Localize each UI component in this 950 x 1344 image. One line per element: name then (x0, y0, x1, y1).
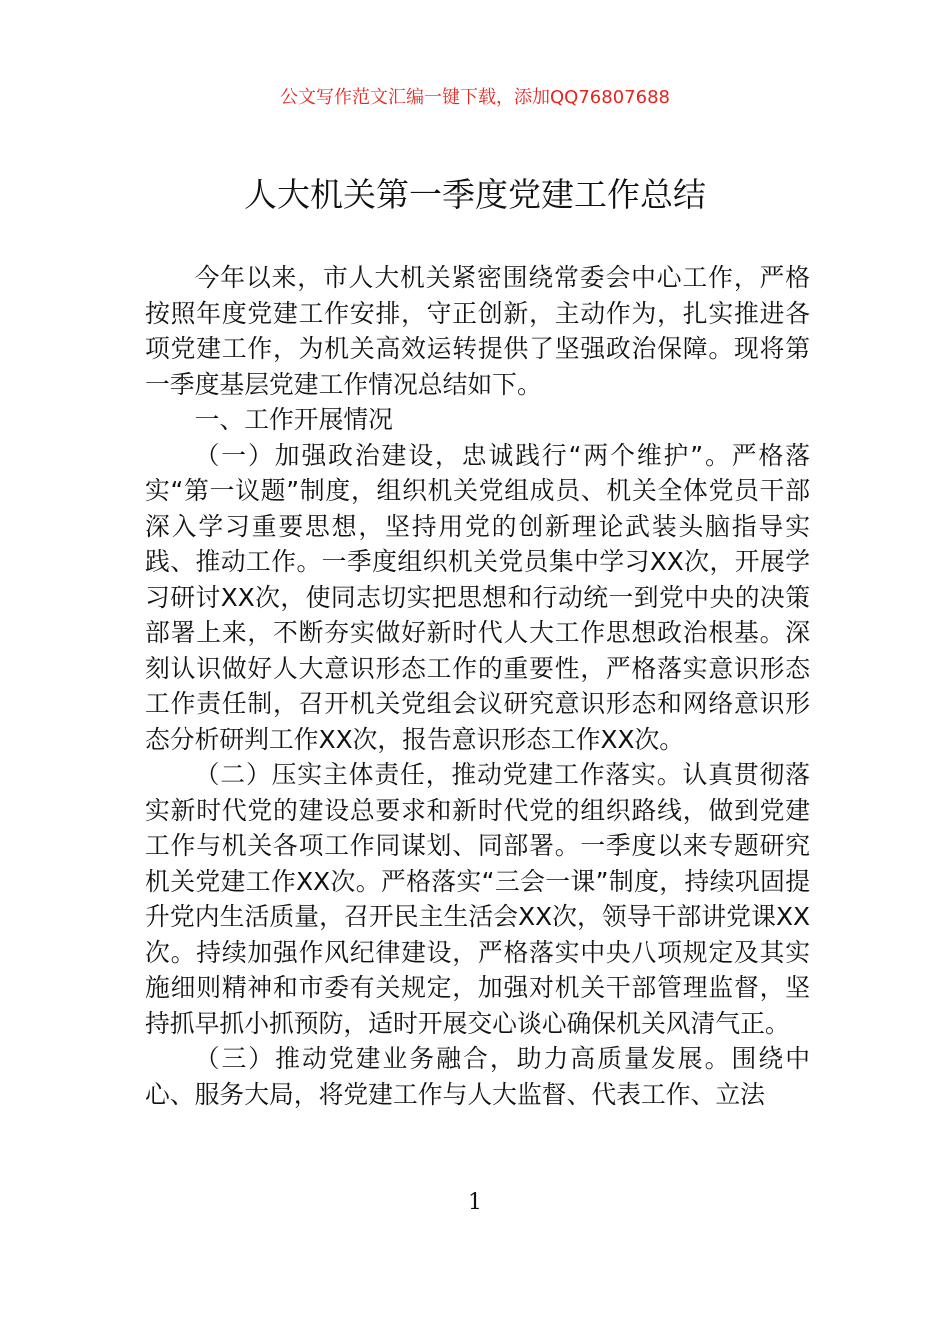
body-paragraph-2: （二）压实主体责任，推动党建工作落实。认真贯彻落实新时代党的建设总要求和新时代党的组织路线，做到党建工作与机关各项工作同谋划、同部署。一季度以来专题研究机关党建工作XX次。严格落实“三会一课”制度，持续巩固提升党内生活质量，召开民主生活会XX次，领导干部讲党课XX次。持续加强作风纪律建设，严格落实中央八项规定及其实施细则精神和市委有关规定，加强对机关干部管理监督，坚持抓早抓小抓预防，适时开展交心谈心确保机关风清气正。 (145, 760, 810, 1038)
promo-header: 公文写作范文汇编一键下载，添加QQ76807688 (280, 87, 670, 108)
page-number: 1 (468, 1190, 482, 1215)
document-body (145, 260, 810, 1112)
document-title: 人大机关第一季度党建工作总结 (244, 175, 706, 214)
body-paragraph-1: （一）加强政治建设，忠诚践行“两个维护”。严格落实“第一议题”制度，组织机关党组成员、机关全体党员干部深入学习重要思想，坚持用党的创新理论武装头脑指导实践、推动工作。一季度组织机关党员集中学习XX次，开展学习研讨XX次，使同志切实把思想和行动统一到党中央的决策部署上来，不断夯实做好新时代人大工作思想政治根基。深刻认识做好人大意识形态工作的重要性，严格落实意识形态工作责任制，召开机关党组会议研究意识形态和网络意识形态分析研判工作XX次，报告意识形态工作XX次。 (145, 440, 810, 754)
section-heading: 一、工作开展情况 (194, 405, 393, 434)
intro-paragraph: 今年以来，市人大机关紧密围绕常委会中心工作，严格按照年度党建工作安排，守正创新，主动作为，扎实推进各项党建工作，为机关高效运转提供了坚强政治保障。现将第一季度基层党建工作情况总结如下。 (145, 263, 810, 399)
body-paragraph-3: （三）推动党建业务融合，助力高质量发展。围绕中心、服务大局，将党建工作与人大监督、代表工作、立法 (145, 1044, 810, 1109)
